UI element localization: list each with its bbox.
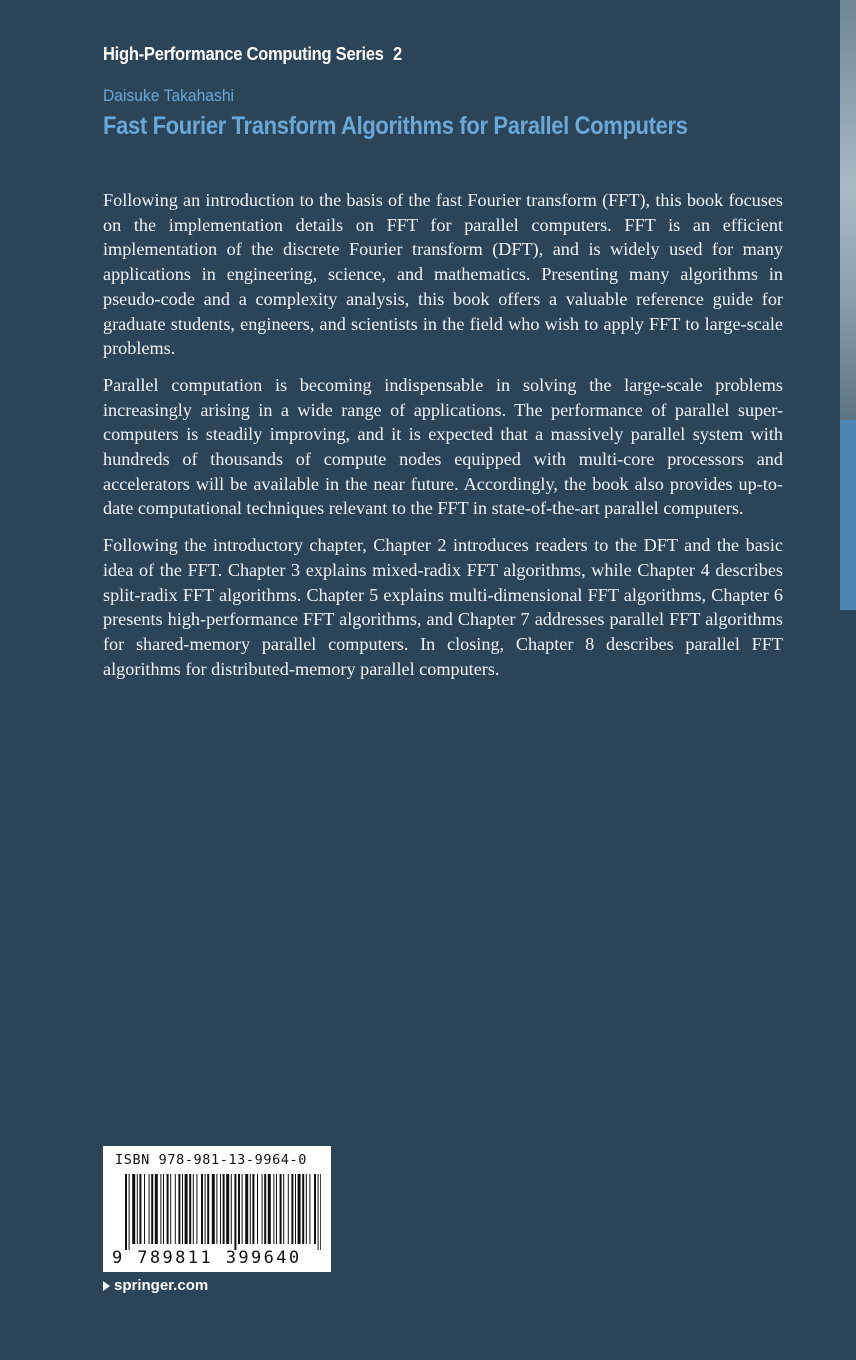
author-name: Daisuke Takahashi <box>103 86 234 105</box>
cover-edge-band <box>840 420 856 610</box>
book-title: Fast Fourier Transform Algorithms for Parallel Computers <box>103 112 688 140</box>
isbn-label: ISBN 978-981-13-9964-0 <box>115 1152 308 1168</box>
series-name: High-Performance Computing Series <box>103 44 384 64</box>
blurb-paragraph: Following an introduction to the basis of the fast Fourier transform (FFT), this book focuses on the implementation details on FFT for parallel computers. FFT is an efficient implementation of the discrete Fourier transform (DFT), and is widely used for many applications in engineering, science, and mathematics. Presenting many algorithms in pseudo-code and a complexity analysis, this book offers a valuable reference guide for graduate students, engineers, and scientists in the field who wish to apply FFT to large-scale problems. <box>103 190 783 359</box>
cover-edge-image <box>840 0 856 420</box>
website-label: springer.com <box>114 1277 209 1294</box>
barcode-icon <box>125 1174 321 1250</box>
blurb-paragraph: Parallel computation is becoming indispensable in solving the large-scale problems increasingly arising in a wide range of applications. The performance of parallel super-computers is steadily improving, and it is expected that a massively parallel system with hundreds of thousands of compute nodes equipped with multi-core processors and accelerators will be available in the near future. Accordingly, the book also provides up-to-date computational techniques relevant to the FFT in state-of-the-art parallel computers. <box>103 374 783 519</box>
isbn-barcode-block <box>103 1146 331 1272</box>
series-line <box>103 44 402 65</box>
blurb <box>103 188 783 693</box>
ean-digits: 9 789811 399640 <box>112 1248 302 1268</box>
blurb-paragraph: Following the introductory chapter, Chapter 2 introduces readers to the DFT and the basic idea of the FFT. Chapter 3 explains mixed-radix FFT algorithms, while Chapter 4 describes split-radix FFT algorithms. Chapter 5 explains multi-dimensional FFT algorithms, Chapter 6 presents high-performance FFT algorithms, and Chapter 7 addresses parallel FFT algorithms for shared-memory parallel computers. In closing, Chapter 8 describes parallel FFT algorithms for distributed-memory parallel computers. <box>103 535 783 679</box>
series-number: 2 <box>392 44 402 64</box>
website-link[interactable] <box>103 1277 208 1294</box>
arrow-right-icon <box>103 1281 110 1291</box>
